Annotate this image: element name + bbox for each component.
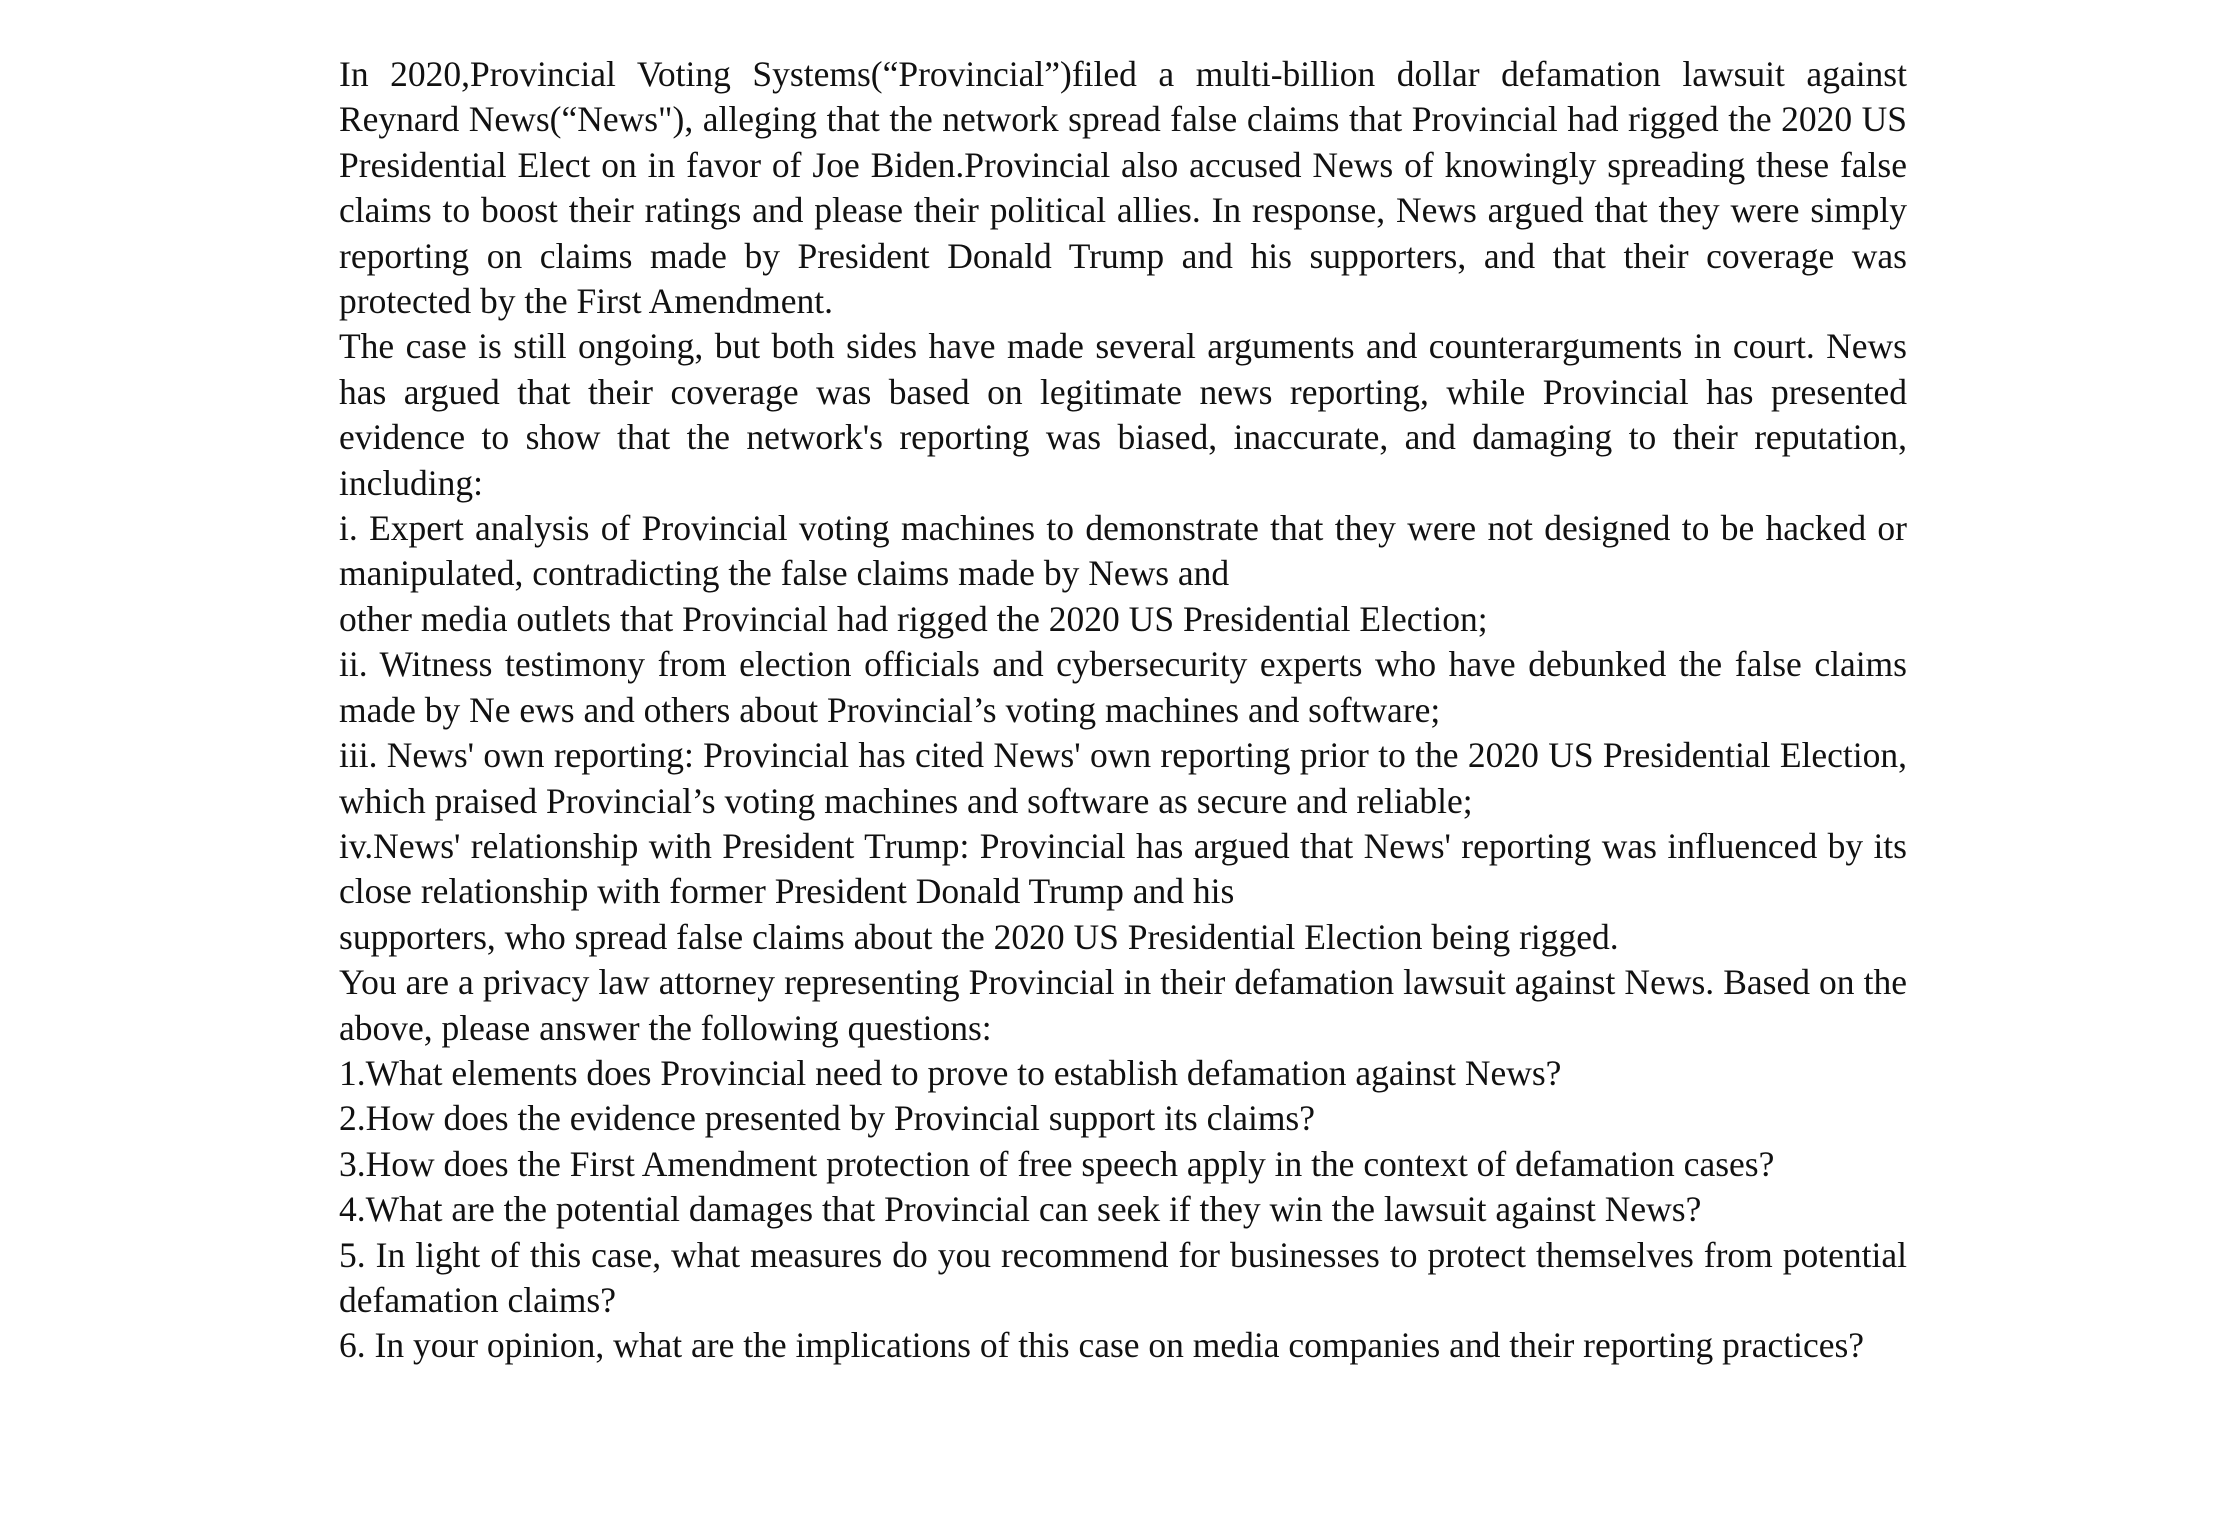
case-status-paragraph: The case is still ongoing, but both sides have made several arguments and counterarguments in court. News has argued that their coverage was based on legitimate news reporting, while Provincial has presented evidence to show that the network's reporting was biased, inaccurate, and damaging to their reputation, including: bbox=[339, 326, 1907, 503]
evidence-item-2: ii. Witness testimony from election officials and cybersecurity experts who have debunked the false claims made by Ne ews and others about Provincial’s voting machines and software; bbox=[339, 644, 1907, 730]
evidence-item-4-continued: supporters, who spread false claims about the 2020 US Presidential Election being rigged. bbox=[339, 916, 1619, 957]
evidence-item-4: iv.News' relationship with President Trump: Provincial has argued that News' reporting was influenced by its close relationship with former President Donald Trump and his bbox=[339, 825, 1907, 912]
question-1: 1.What elements does Provincial need to prove to establish defamation against News? bbox=[339, 1052, 1562, 1093]
question-6: 6. In your opinion, what are the implications of this case on media companies and their reporting practices? bbox=[339, 1325, 1865, 1366]
intro-paragraph: In 2020,Provincial Voting Systems(“Provincial”)filed a multi-billion dollar defamation lawsuit against Reynard News(“News"), alleging that the network spread false claims that Provincial had rigged the 2020 US Presidential Elect on in favor of Joe Biden.Provincial also accused News of knowingly spreading these false claims to boost their ratings and please their political allies. In response, News argued that they were simply reporting on claims made by President Donald Trump and his supporters, and that their coverage was protected by the First Amendment. bbox=[339, 54, 1907, 322]
document-body bbox=[339, 52, 1907, 1369]
question-4: 4.What are the potential damages that Provincial can seek if they win the lawsuit against News? bbox=[339, 1189, 1702, 1230]
evidence-item-1: i. Expert analysis of Provincial voting machines to demonstrate that they were not designed to be hacked or manipulated, contradicting the false claims made by News and bbox=[339, 508, 1907, 594]
question-5: 5. In light of this case, what measures do you recommend for businesses to protect themselves from potential defamation claims? bbox=[339, 1234, 1907, 1320]
evidence-item-1-continued: other media outlets that Provincial had rigged the 2020 US Presidential Election; bbox=[339, 598, 1488, 639]
task-paragraph: You are a privacy law attorney representing Provincial in their defamation lawsuit against News. Based on the above, please answer the following questions: bbox=[339, 962, 1907, 1048]
evidence-item-3: iii. News' own reporting: Provincial has cited News' own reporting prior to the 2020 US Presidential Election, which praised Provincial’s voting machines and software as secure and reliable; bbox=[339, 735, 1907, 821]
question-3: 3.How does the First Amendment protection of free speech apply in the context of defamation cases? bbox=[339, 1143, 1775, 1184]
question-2: 2.How does the evidence presented by Provincial support its claims? bbox=[339, 1098, 1316, 1139]
